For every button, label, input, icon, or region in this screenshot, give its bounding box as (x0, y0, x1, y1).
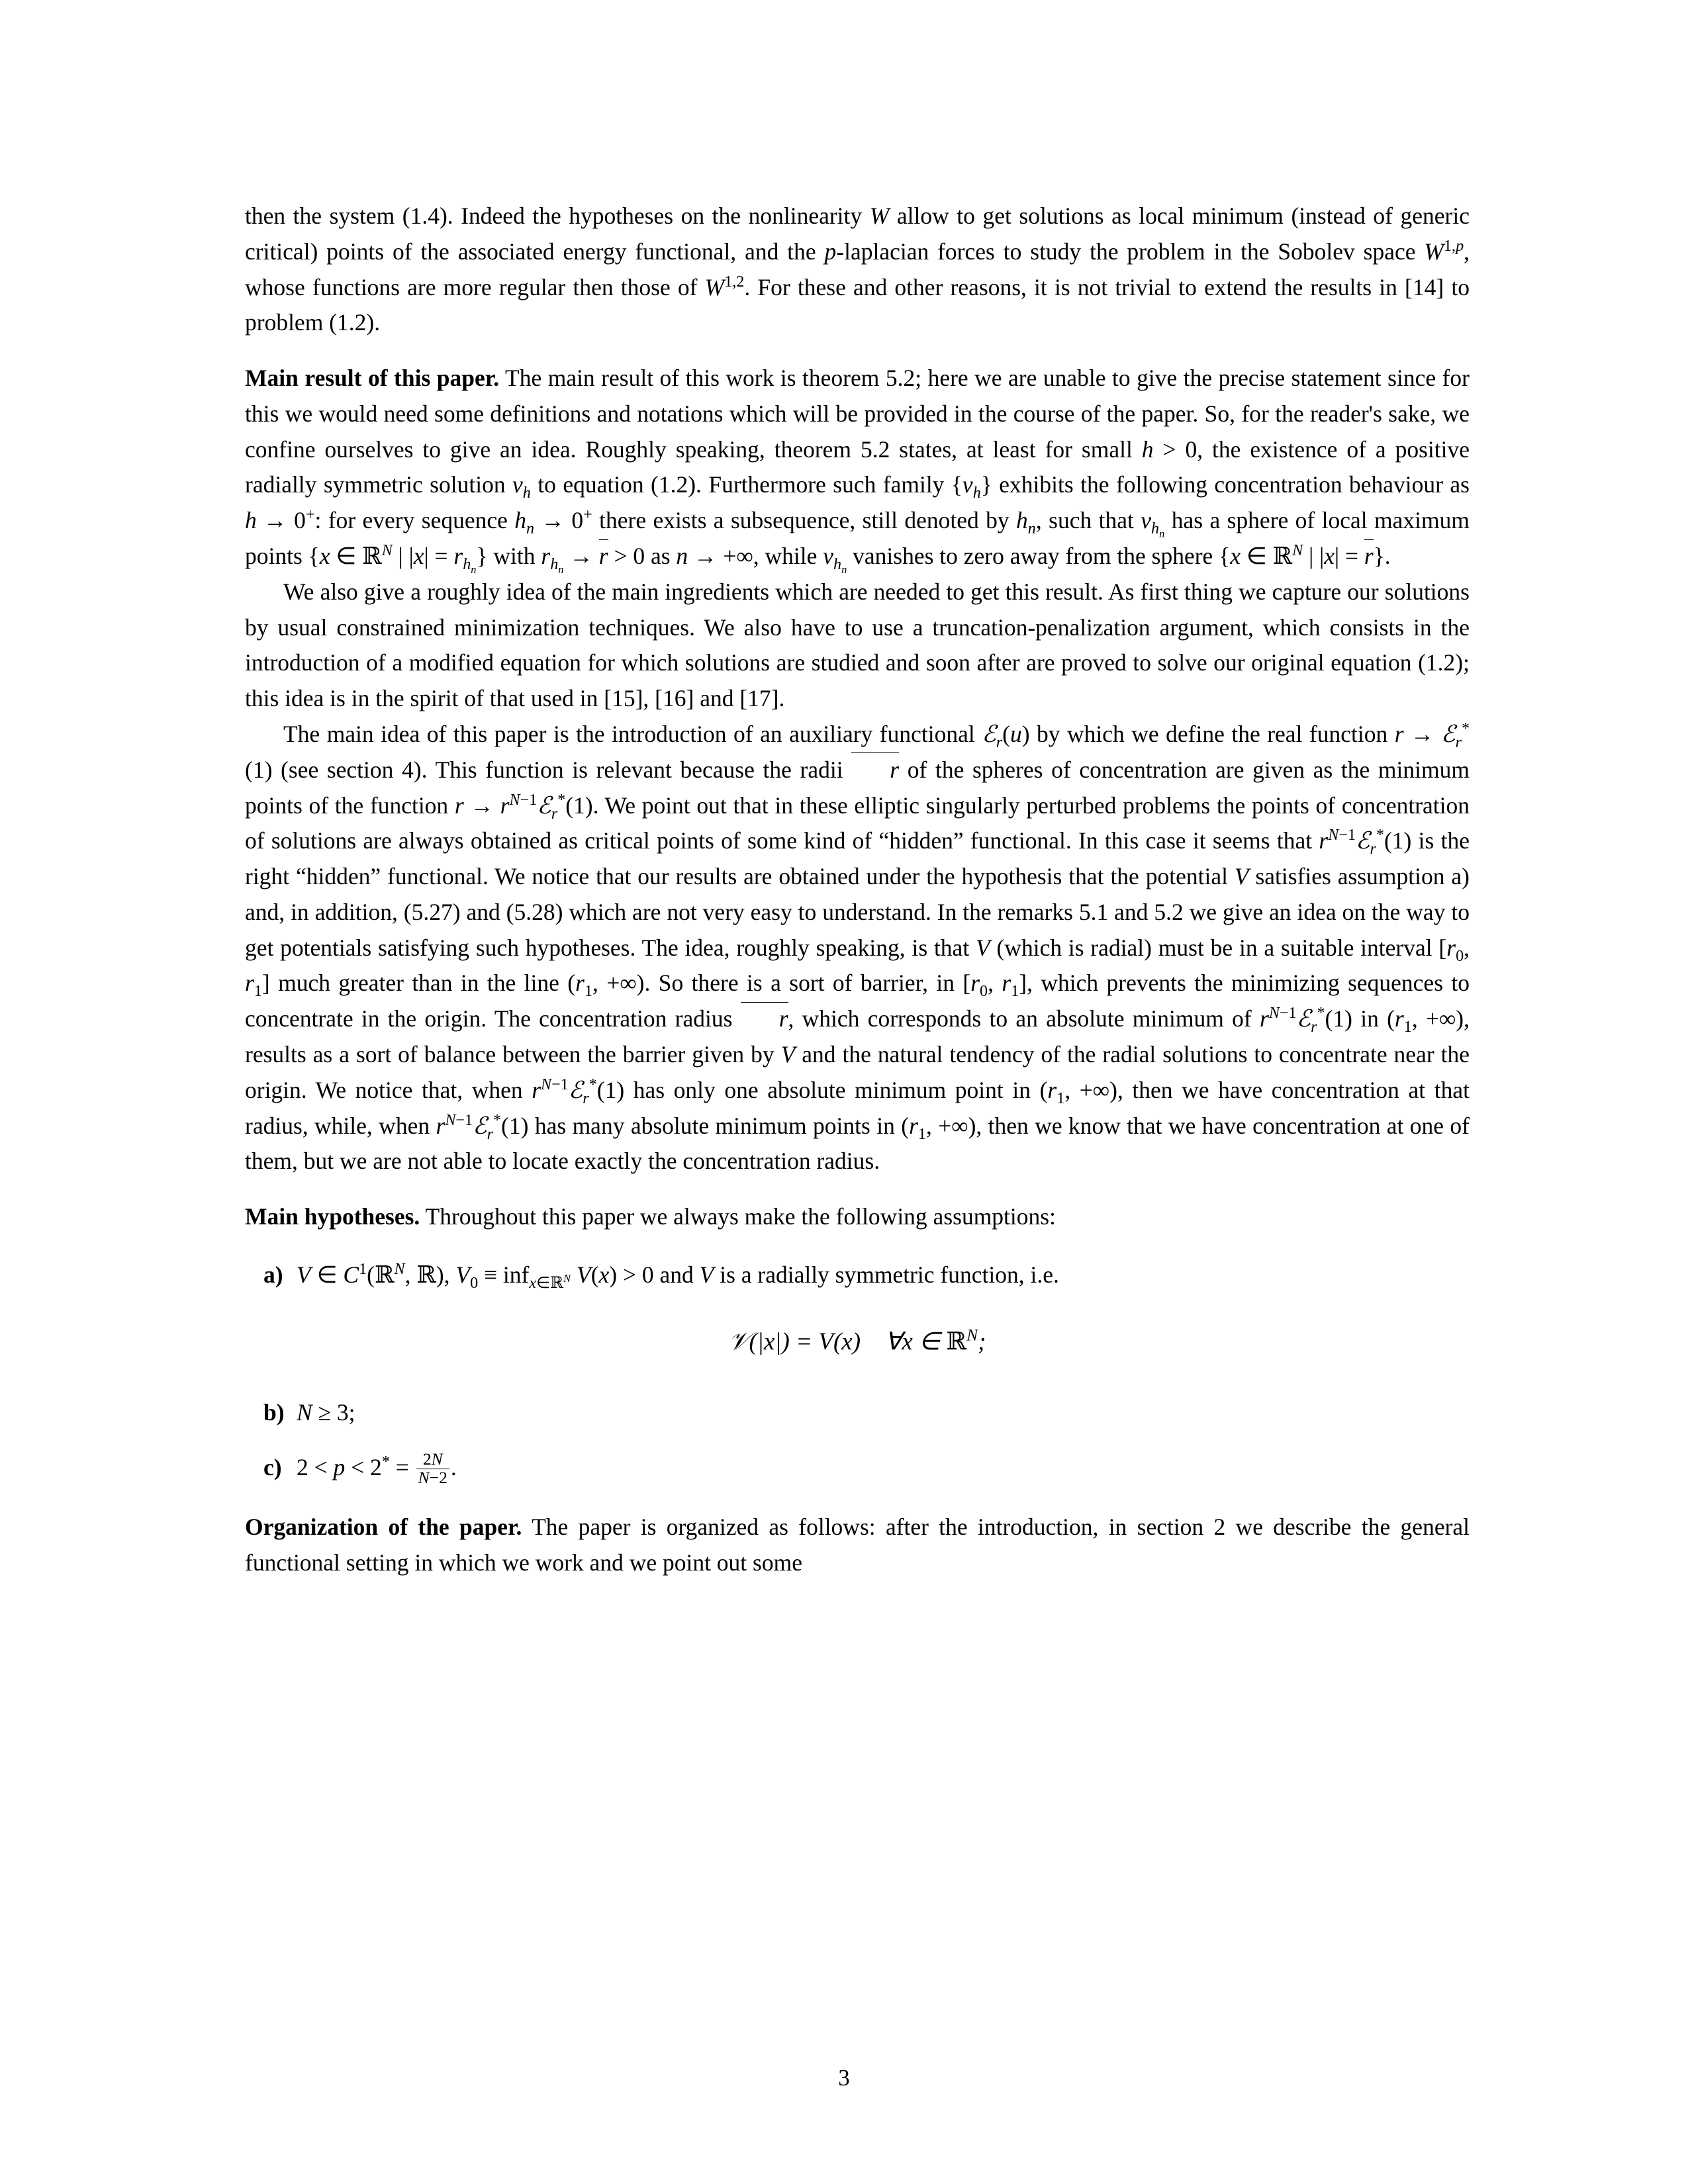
main-result-heading: Main result of this paper. (245, 365, 500, 392)
paragraph-2: Main result of this paper. The main result of this work is theorem 5.2; here we are unable to give the precise statement since for this we would need some definitions and notations which will be provided in the course of the paper. So, for the reader's sake, we confine ourselves to give an idea. Roughly speaking, theorem 5.2 states, at least for small h > 0, the existence of a positive radially symmetric solution $v_h$ to equation (1.2). Furthermore such family $\{v_h\}$ exhibits the following concentration behaviour as h → 0+: for every sequence $h_n \to 0^+$ there exists a subsequence, still denoted by $h_n$, such that $v_{h_n}$ has a sphere of local maximum points {x ∈ ℝ$^N$ | $|x| = r_{h_n}$} with $r_{h_n} \to r > 0$ as n → +∞, while $v_{h_n}$ vanishes to zero away from the sphere {x ∈ ℝ$^N$ | |x| = r}. (245, 365, 1470, 576)
paragraph-4: The main idea of this paper is the introduction of an auxiliary functional ℰ$_r$(u) by which we define the real function r → ℰ$_r$*(1) (see section 4). This function is relevant because the radii r of the spheres of concentration are given as the minimum points of the function $r \to r^{N-1}ℰ_r^*(1)$. We point out that in these elliptic singularly perturbed problems the points of concentration of solutions are always obtained as critical points of some kind of “hidden” functional. In this case it seems that $r^{N-1}ℰ_r^*(1)$ is the right “hidden” functional. We notice that our results are obtained under the hypothesis that the potential V satisfies assumption a) and, in addition, (5.27) and (5.28) which are not very easy to understand. In the remarks 5.1 and 5.2 we give an idea on the way to get potentials satisfying such hypotheses. The idea, roughly speaking, is that V (which is radial) must be in a suitable interval [$r_0$, $r_1$] much greater than in the line ($r_1$, +∞). So there is a sort of barrier, in [$r_0$, $r_1$], which prevents the minimizing sequences to concentrate in the origin. The concentration radius r, which corresponds to an absolute minimum of $r^{N-1}ℰ_r^*(1)$ in ($r_1$, +∞), results as a sort of balance between the barrier given by V and the natural tendency of the radial solutions to concentrate near the origin. We notice that, when $r^{N-1}ℰ_r^*(1)$ has only one absolute minimum point in ($r_1$, +∞), then we have concentration at that radius, while, when $r^{N-1}ℰ_r^*(1)$ has many absolute minimum points in ($r_1$, +∞), then we know that we have concentration at one of them, but we are not able to locate exactly the concentration radius. (245, 719, 1470, 1175)
hypothesis-a-label: a) (263, 1261, 283, 1288)
organization-heading: Organization of the paper. (245, 1513, 522, 1540)
hypothesis-c-text: 2 < p < 2* = $\frac{2N}{N-2}$ . (297, 1449, 457, 1487)
main-hypotheses-text: Throughout this paper we always make the following assumptions: (425, 1203, 1056, 1230)
hypothesis-c (245, 1450, 1470, 1486)
display-equation-wrapper (245, 1323, 1470, 1361)
paragraph-1: then the system (1.4). Indeed the hypotheses on the nonlinearity W allow to get solutions as local minimum (instead of generic critical) points of the associated energy functional, and the p-laplacian forces to study the problem in the Sobolev space W$^{1,p}$, whose functions are more regular then those of W$^{1,2}$. For these and other reasons, it is not trivial to extend the results in [14] to problem (1.2). (245, 203, 1470, 336)
organization-text: The paper is organized as follows: after the introduction, in section 2 we describe the general functional setting in which we work and we point out some (245, 1513, 1470, 1576)
page-number: 3 (838, 2065, 850, 2091)
hypothesis-b (245, 1395, 1470, 1430)
hypothesis-c-label: c) (263, 1454, 282, 1481)
paragraph-3: We also give a roughly idea of the main ingredients which are needed to get this result. As first thing we capture our solutions by usual constrained minimization techniques. We also have to use a truncation-penalization argument, which consists in the introduction of a modified equation for which solutions are studied and soon after are proved to solve our original equation (1.2); this idea is in the spirit of that used in [15], [16] and [17]. (245, 578, 1470, 712)
hypothesis-a (245, 1257, 1470, 1293)
paragraph-5 (245, 1199, 1470, 1235)
hypothesis-b-label: b) (263, 1399, 285, 1426)
display-equation: 𝒱(|x|) = V(x) ∀x ∈ ℝ$^N$; (728, 1326, 986, 1356)
hypothesis-a-text: V ∈ $C^1(ℝ^N$, ℝ), $V_0 \equiv inf_{x\in ℝ^N}$ V(x) > 0 and V is a radially symmetric function, i.e. (297, 1260, 1059, 1292)
article-body (245, 199, 1470, 1580)
main-hypotheses-heading: Main hypotheses. (245, 1203, 420, 1230)
paragraph-6 (245, 1510, 1470, 1581)
hypotheses-list (245, 1257, 1470, 1487)
hypothesis-b-text: N ≥ 3; (297, 1399, 355, 1426)
